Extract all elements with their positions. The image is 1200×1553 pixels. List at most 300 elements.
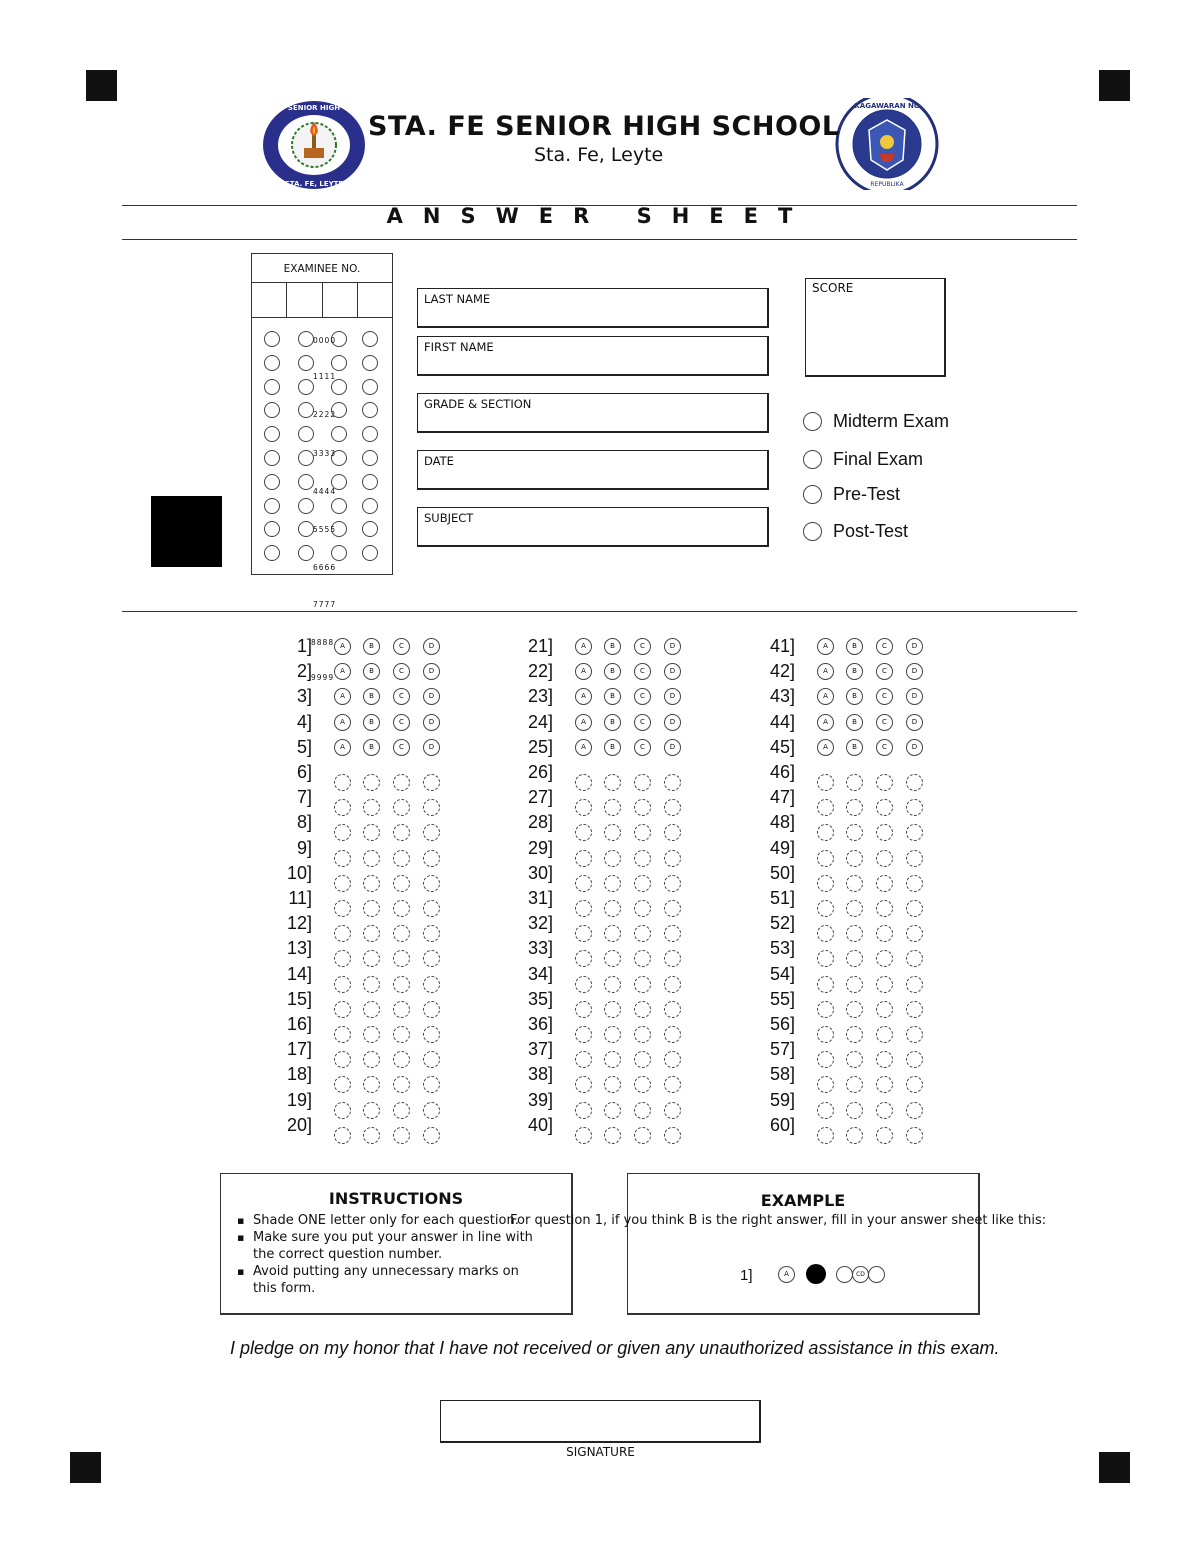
answer-bubble-a[interactable] [575, 799, 592, 816]
question-number: 60] [769, 1114, 795, 1135]
answer-bubble-c[interactable] [876, 1127, 893, 1144]
examinee-digit-label: 7777 [313, 600, 337, 609]
answer-bubble-d[interactable] [906, 1102, 923, 1119]
answer-bubble-b[interactable] [846, 774, 863, 791]
answer-bubble-b[interactable] [363, 900, 380, 917]
answer-bubble-c[interactable] [634, 1001, 651, 1018]
answer-bubble-d[interactable]: D [664, 739, 681, 756]
answer-bubble-d[interactable] [906, 976, 923, 993]
answer-bubble-a[interactable] [334, 950, 351, 967]
answer-bubble-c[interactable] [876, 1102, 893, 1119]
exam-type-pretest[interactable] [803, 484, 900, 505]
answer-bubble-b[interactable] [604, 824, 621, 841]
answer-bubble-c[interactable] [393, 850, 410, 867]
answer-bubble-d[interactable]: D [906, 714, 923, 731]
honor-pledge: I pledge on my honor that I have not received or given any unauthorized assistance in this exam. [230, 1338, 1000, 1358]
answer-bubble-c[interactable] [876, 824, 893, 841]
answer-bubble-a[interactable] [334, 1051, 351, 1068]
examinee-bubble[interactable] [331, 355, 347, 371]
answer-bubble-b[interactable] [604, 900, 621, 917]
answer-bubble-b[interactable] [604, 774, 621, 791]
answer-bubble-c[interactable] [634, 799, 651, 816]
answer-bubble-b[interactable] [846, 1051, 863, 1068]
examinee-bubble[interactable] [264, 474, 280, 490]
answer-bubble-c[interactable]: C [393, 688, 410, 705]
answer-bubble-d[interactable] [664, 1001, 681, 1018]
question-number: 45] [769, 736, 795, 757]
answer-bubble-c[interactable] [876, 774, 893, 791]
answer-bubble-c[interactable] [393, 1026, 410, 1043]
answer-bubble-c[interactable] [393, 1001, 410, 1018]
answer-bubble-a[interactable]: A [817, 663, 834, 680]
answer-bubble-a[interactable] [575, 774, 592, 791]
answer-bubble-d[interactable] [906, 1127, 923, 1144]
answer-bubble-b[interactable] [363, 824, 380, 841]
answer-bubble-a[interactable]: A [817, 638, 834, 655]
answer-bubble-a[interactable] [817, 850, 834, 867]
answer-bubble-c[interactable]: C [876, 688, 893, 705]
answer-bubble-b[interactable] [363, 799, 380, 816]
answer-bubble-b[interactable] [363, 1127, 380, 1144]
answer-bubble-b[interactable] [846, 799, 863, 816]
answer-bubble-d[interactable] [664, 950, 681, 967]
example-bubble-d: CD [852, 1266, 869, 1283]
answer-bubble-a[interactable] [575, 1076, 592, 1093]
answer-bubble-a[interactable] [334, 900, 351, 917]
question-number: 16] [286, 1014, 312, 1034]
answer-bubble-b[interactable] [846, 1026, 863, 1043]
answer-bubble-a[interactable] [334, 1026, 351, 1043]
examinee-bubble[interactable] [298, 331, 314, 347]
answer-bubble-a[interactable] [575, 900, 592, 917]
question-number: 12] [286, 913, 312, 934]
answer-bubble-b[interactable] [604, 1127, 621, 1144]
answer-bubble-d[interactable]: D [664, 714, 681, 731]
question-number: 56] [769, 1014, 795, 1034]
answer-bubble-a[interactable] [334, 875, 351, 892]
answer-bubble-d[interactable] [906, 1026, 923, 1043]
answer-bubble-d[interactable] [664, 1102, 681, 1119]
answer-bubble-d[interactable] [664, 850, 681, 867]
answer-bubble-c[interactable] [876, 1051, 893, 1068]
answer-bubble-c[interactable] [876, 850, 893, 867]
answer-bubble-c[interactable] [393, 799, 410, 816]
exam-type-midterm[interactable] [803, 411, 949, 432]
exam-type-label: Post-Test [833, 521, 909, 541]
question-number: 3] [296, 686, 312, 707]
answer-bubble-c[interactable] [393, 976, 410, 993]
answer-bubble-c[interactable] [876, 1026, 893, 1043]
answer-bubble-c[interactable] [634, 925, 651, 942]
answer-bubble-b[interactable] [604, 925, 621, 942]
answer-bubble-b[interactable] [363, 875, 380, 892]
answer-bubble-a[interactable]: A [575, 714, 592, 731]
examinee-bubble[interactable] [298, 355, 314, 371]
answer-bubble-c[interactable] [634, 824, 651, 841]
answer-bubble-c[interactable]: C [634, 663, 651, 680]
answer-bubble-a[interactable] [575, 850, 592, 867]
answer-bubble-b[interactable] [846, 850, 863, 867]
answer-bubble-c[interactable] [876, 875, 893, 892]
answer-bubble-c[interactable]: C [393, 739, 410, 756]
answer-bubble-b[interactable] [604, 950, 621, 967]
answer-bubble-b[interactable] [363, 850, 380, 867]
signature-field[interactable] [440, 1400, 761, 1443]
answer-bubble-a[interactable] [817, 774, 834, 791]
answer-bubble-c[interactable] [634, 774, 651, 791]
answer-bubble-b[interactable] [604, 799, 621, 816]
answer-bubble-d[interactable]: D [664, 688, 681, 705]
examinee-bubble[interactable] [362, 498, 378, 514]
answer-bubble-b[interactable] [846, 950, 863, 967]
answer-bubble-c[interactable]: C [634, 638, 651, 655]
answer-bubble-d[interactable]: D [906, 638, 923, 655]
answer-bubble-b[interactable] [846, 1102, 863, 1119]
answer-bubble-b[interactable] [846, 824, 863, 841]
answer-bubble-c[interactable] [393, 1051, 410, 1068]
answer-bubble-a[interactable] [334, 925, 351, 942]
answer-bubble-b[interactable] [363, 1102, 380, 1119]
answer-bubble-d[interactable] [906, 799, 923, 816]
subject-field[interactable] [417, 507, 769, 547]
examinee-digit-label: 2222 [313, 410, 337, 419]
answer-bubble-c[interactable] [634, 900, 651, 917]
examinee-bubble[interactable] [362, 450, 378, 466]
answer-bubble-a[interactable] [575, 1051, 592, 1068]
question-number: 44] [769, 711, 795, 732]
answer-bubble-c[interactable] [393, 824, 410, 841]
answer-bubble-b[interactable] [363, 1076, 380, 1093]
exam-type-final[interactable] [803, 449, 923, 470]
answer-bubble-b[interactable]: B [846, 638, 863, 655]
answer-bubble-b[interactable]: B [604, 638, 621, 655]
answer-bubble-a[interactable] [575, 976, 592, 993]
answer-bubble-a[interactable]: A [334, 688, 351, 705]
answer-bubble-b[interactable]: B [604, 714, 621, 731]
answer-bubble-c[interactable] [634, 1026, 651, 1043]
exam-type-posttest[interactable] [803, 521, 908, 542]
examinee-bubble[interactable] [298, 450, 314, 466]
answer-bubble-a[interactable]: A [334, 663, 351, 680]
answer-bubble-c[interactable]: C [876, 663, 893, 680]
answer-bubble-d[interactable] [906, 1001, 923, 1018]
answer-bubble-b[interactable] [846, 900, 863, 917]
answer-bubble-d[interactable] [664, 1127, 681, 1144]
answer-bubble-c[interactable]: C [393, 714, 410, 731]
answer-bubble-d[interactable] [423, 950, 440, 967]
answer-bubble-b[interactable] [846, 976, 863, 993]
answer-bubble-a[interactable] [334, 976, 351, 993]
answer-bubble-b[interactable] [363, 1051, 380, 1068]
answer-bubble-d[interactable] [423, 1001, 440, 1018]
examinee-bubble[interactable] [298, 379, 314, 395]
answer-bubble-d[interactable] [423, 1051, 440, 1068]
answer-bubble-d[interactable] [664, 976, 681, 993]
answer-bubble-c[interactable] [393, 774, 410, 791]
examinee-bubble[interactable] [362, 331, 378, 347]
answer-bubble-d[interactable] [423, 1076, 440, 1093]
answer-bubble-d[interactable] [906, 950, 923, 967]
answer-bubble-c[interactable] [393, 1076, 410, 1093]
answer-bubble-d[interactable] [423, 976, 440, 993]
date-field[interactable] [417, 450, 769, 490]
answer-bubble-d[interactable] [664, 1026, 681, 1043]
answer-bubble-b[interactable]: B [604, 688, 621, 705]
answer-bubble-d[interactable] [906, 1051, 923, 1068]
answer-bubble-b[interactable] [363, 950, 380, 967]
answer-bubble-b[interactable]: B [604, 739, 621, 756]
examinee-bubble[interactable] [264, 379, 280, 395]
answer-bubble-d[interactable] [423, 1026, 440, 1043]
answer-bubble-c[interactable] [876, 950, 893, 967]
answer-bubble-d[interactable]: D [423, 688, 440, 705]
answer-bubble-d[interactable] [664, 1076, 681, 1093]
answer-bubble-a[interactable] [334, 1127, 351, 1144]
answer-bubble-c[interactable] [876, 1001, 893, 1018]
answer-bubble-c[interactable]: C [876, 714, 893, 731]
answer-bubble-d[interactable] [664, 824, 681, 841]
answer-bubble-d[interactable] [906, 900, 923, 917]
answer-bubble-a[interactable] [334, 774, 351, 791]
answer-bubble-c[interactable] [393, 925, 410, 942]
answer-bubble-a[interactable] [817, 1001, 834, 1018]
answer-bubble-a[interactable] [817, 1051, 834, 1068]
answer-bubble-a[interactable] [575, 925, 592, 942]
answer-bubble-b[interactable] [846, 1076, 863, 1093]
school-name: STA. FE SENIOR HIGH SCHOOL [368, 111, 840, 142]
answer-bubble-b[interactable]: B [846, 688, 863, 705]
answer-bubble-b[interactable]: B [846, 663, 863, 680]
answer-bubble-d[interactable] [664, 774, 681, 791]
answer-bubble-b[interactable]: B [846, 739, 863, 756]
examinee-bubble[interactable] [362, 379, 378, 395]
answer-bubble-a[interactable] [575, 824, 592, 841]
radio-circle-icon [803, 485, 822, 504]
examinee-cell[interactable] [358, 282, 392, 317]
answer-bubble-d[interactable] [423, 1102, 440, 1119]
answer-bubble-c[interactable]: C [634, 739, 651, 756]
answer-bubble-c[interactable] [634, 1102, 651, 1119]
answer-bubble-c[interactable]: C [634, 714, 651, 731]
answer-bubble-a[interactable]: A [334, 739, 351, 756]
answer-bubble-a[interactable]: A [817, 714, 834, 731]
answer-bubble-a[interactable]: A [575, 663, 592, 680]
registration-mark-bottom-right [1099, 1452, 1130, 1483]
answer-bubble-b[interactable] [846, 925, 863, 942]
answer-bubble-a[interactable] [334, 1076, 351, 1093]
examinee-cell[interactable] [323, 282, 358, 317]
answer-bubble-c[interactable] [876, 976, 893, 993]
examinee-bubble[interactable] [362, 474, 378, 490]
answer-bubble-a[interactable] [817, 1076, 834, 1093]
question-number: 46] [769, 762, 795, 782]
answer-bubble-d[interactable] [906, 925, 923, 942]
answer-bubble-a[interactable] [817, 824, 834, 841]
answer-bubble-c[interactable]: C [393, 638, 410, 655]
answer-bubble-a[interactable]: A [334, 714, 351, 731]
answer-bubble-c[interactable]: C [876, 638, 893, 655]
answer-bubble-d[interactable] [906, 1076, 923, 1093]
examinee-bubble[interactable] [298, 474, 314, 490]
answer-bubble-a[interactable] [817, 925, 834, 942]
answer-bubble-c[interactable] [393, 900, 410, 917]
sheet-title: ANSWER SHEET [386, 204, 813, 228]
answer-bubble-d[interactable]: D [423, 714, 440, 731]
answer-bubble-b[interactable] [846, 1001, 863, 1018]
answer-bubble-a[interactable]: A [817, 688, 834, 705]
answer-bubble-c[interactable] [393, 1102, 410, 1119]
answer-bubble-d[interactable] [423, 850, 440, 867]
answer-bubble-c[interactable] [876, 799, 893, 816]
answer-bubble-d[interactable] [664, 1051, 681, 1068]
answer-bubble-b[interactable] [363, 976, 380, 993]
examinee-bubble[interactable] [264, 450, 280, 466]
answer-bubble-c[interactable] [634, 950, 651, 967]
answer-bubble-c[interactable] [393, 875, 410, 892]
answer-bubble-a[interactable] [575, 1001, 592, 1018]
answer-bubble-a[interactable]: A [817, 739, 834, 756]
answer-bubble-d[interactable] [906, 850, 923, 867]
grade-section-field[interactable] [417, 393, 769, 433]
answer-bubble-d[interactable]: D [423, 638, 440, 655]
answer-bubble-c[interactable] [634, 1127, 651, 1144]
answer-bubble-c[interactable]: C [634, 688, 651, 705]
answer-bubble-d[interactable] [423, 900, 440, 917]
answer-bubble-a[interactable]: A [575, 739, 592, 756]
examinee-bubble[interactable] [264, 355, 280, 371]
answer-bubble-d[interactable] [423, 1127, 440, 1144]
answer-bubble-d[interactable] [906, 774, 923, 791]
answer-bubble-b[interactable] [363, 1001, 380, 1018]
exam-type-label: Final Exam [833, 449, 924, 469]
answer-bubble-a[interactable] [817, 875, 834, 892]
answer-bubble-a[interactable]: A [575, 688, 592, 705]
answer-bubble-c[interactable] [876, 925, 893, 942]
answer-bubble-a[interactable] [817, 976, 834, 993]
answer-bubble-d[interactable]: D [906, 663, 923, 680]
answer-bubble-b[interactable] [846, 1127, 863, 1144]
answer-bubble-b[interactable] [604, 1076, 621, 1093]
answer-bubble-d[interactable] [423, 799, 440, 816]
answer-bubble-b[interactable]: B [363, 638, 380, 655]
answer-bubble-d[interactable] [423, 925, 440, 942]
answer-bubble-d[interactable]: D [664, 663, 681, 680]
answer-bubble-c[interactable] [393, 1127, 410, 1144]
examinee-bubble[interactable] [264, 331, 280, 347]
answer-bubble-b[interactable]: B [363, 663, 380, 680]
answer-bubble-a[interactable] [575, 875, 592, 892]
answer-bubble-d[interactable] [664, 900, 681, 917]
answer-bubble-b[interactable]: B [363, 739, 380, 756]
answer-bubble-b[interactable] [604, 875, 621, 892]
answer-bubble-b[interactable]: B [363, 688, 380, 705]
question-number: 31] [527, 888, 553, 908]
answer-bubble-a[interactable] [575, 950, 592, 967]
question-number: 55] [769, 988, 795, 1009]
answer-bubble-b[interactable]: B [363, 714, 380, 731]
answer-bubble-d[interactable]: D [423, 663, 440, 680]
answer-bubble-a[interactable]: A [334, 638, 351, 655]
answer-bubble-d[interactable] [423, 824, 440, 841]
answer-bubble-b[interactable] [604, 1102, 621, 1119]
answer-bubble-d[interactable] [664, 799, 681, 816]
answer-bubble-c[interactable] [393, 950, 410, 967]
answer-bubble-d[interactable]: D [423, 739, 440, 756]
examinee-bubble[interactable] [331, 498, 347, 514]
answer-bubble-b[interactable] [604, 976, 621, 993]
answer-bubble-a[interactable] [817, 950, 834, 967]
answer-bubble-a[interactable] [334, 1001, 351, 1018]
answer-bubble-c[interactable] [876, 1076, 893, 1093]
answer-bubble-b[interactable] [604, 1051, 621, 1068]
answer-bubble-d[interactable] [664, 925, 681, 942]
answer-bubble-a[interactable] [334, 850, 351, 867]
answer-bubble-c[interactable]: C [876, 739, 893, 756]
answer-bubble-a[interactable] [575, 1102, 592, 1119]
last-name-field[interactable] [417, 288, 769, 328]
answer-bubble-b[interactable] [604, 1026, 621, 1043]
answer-bubble-d[interactable] [423, 774, 440, 791]
answer-bubble-d[interactable] [906, 875, 923, 892]
answer-bubble-c[interactable] [634, 1051, 651, 1068]
answer-bubble-c[interactable] [876, 900, 893, 917]
question-number: 42] [769, 661, 795, 682]
answer-bubble-b[interactable]: B [604, 663, 621, 680]
answer-bubble-b[interactable] [604, 1001, 621, 1018]
answer-bubble-d[interactable] [906, 824, 923, 841]
answer-bubble-a[interactable] [817, 1026, 834, 1043]
answer-bubble-c[interactable] [634, 875, 651, 892]
answer-bubble-d[interactable]: D [664, 638, 681, 655]
answer-bubble-d[interactable]: D [906, 739, 923, 756]
answer-bubble-b[interactable]: B [846, 714, 863, 731]
answer-bubble-a[interactable] [334, 824, 351, 841]
answer-bubble-a[interactable] [575, 1026, 592, 1043]
examinee-bubble[interactable] [298, 498, 314, 514]
answer-bubble-b[interactable] [604, 850, 621, 867]
answer-bubble-b[interactable] [363, 925, 380, 942]
answer-bubble-c[interactable] [634, 850, 651, 867]
answer-bubble-a[interactable] [334, 1102, 351, 1119]
question-number: 34] [527, 963, 553, 984]
question-number: 39] [527, 1089, 553, 1110]
answer-bubble-a[interactable] [817, 799, 834, 816]
answer-bubble-a[interactable] [817, 900, 834, 917]
answer-bubble-a[interactable]: A [575, 638, 592, 655]
answer-bubble-a[interactable] [817, 1127, 834, 1144]
answer-bubble-b[interactable] [846, 875, 863, 892]
answer-bubble-a[interactable] [575, 1127, 592, 1144]
examinee-cell[interactable] [287, 282, 322, 317]
examinee-bubble[interactable] [362, 355, 378, 371]
answer-bubble-d[interactable] [423, 875, 440, 892]
example-title: EXAMPLE [760, 1191, 846, 1210]
divider-title [122, 239, 1077, 240]
score-box[interactable] [805, 278, 946, 377]
answer-bubble-a[interactable] [817, 1102, 834, 1119]
answer-bubble-a[interactable] [334, 799, 351, 816]
answer-bubble-c[interactable] [634, 1076, 651, 1093]
answer-bubble-b[interactable] [363, 774, 380, 791]
answer-bubble-d[interactable]: D [906, 688, 923, 705]
examinee-cell[interactable] [252, 282, 287, 317]
examinee-bubble[interactable] [264, 498, 280, 514]
answer-bubble-c[interactable]: C [393, 663, 410, 680]
answer-bubble-d[interactable] [664, 875, 681, 892]
answer-bubble-c[interactable] [634, 976, 651, 993]
answer-bubble-b[interactable] [363, 1026, 380, 1043]
first-name-field[interactable] [417, 336, 769, 376]
